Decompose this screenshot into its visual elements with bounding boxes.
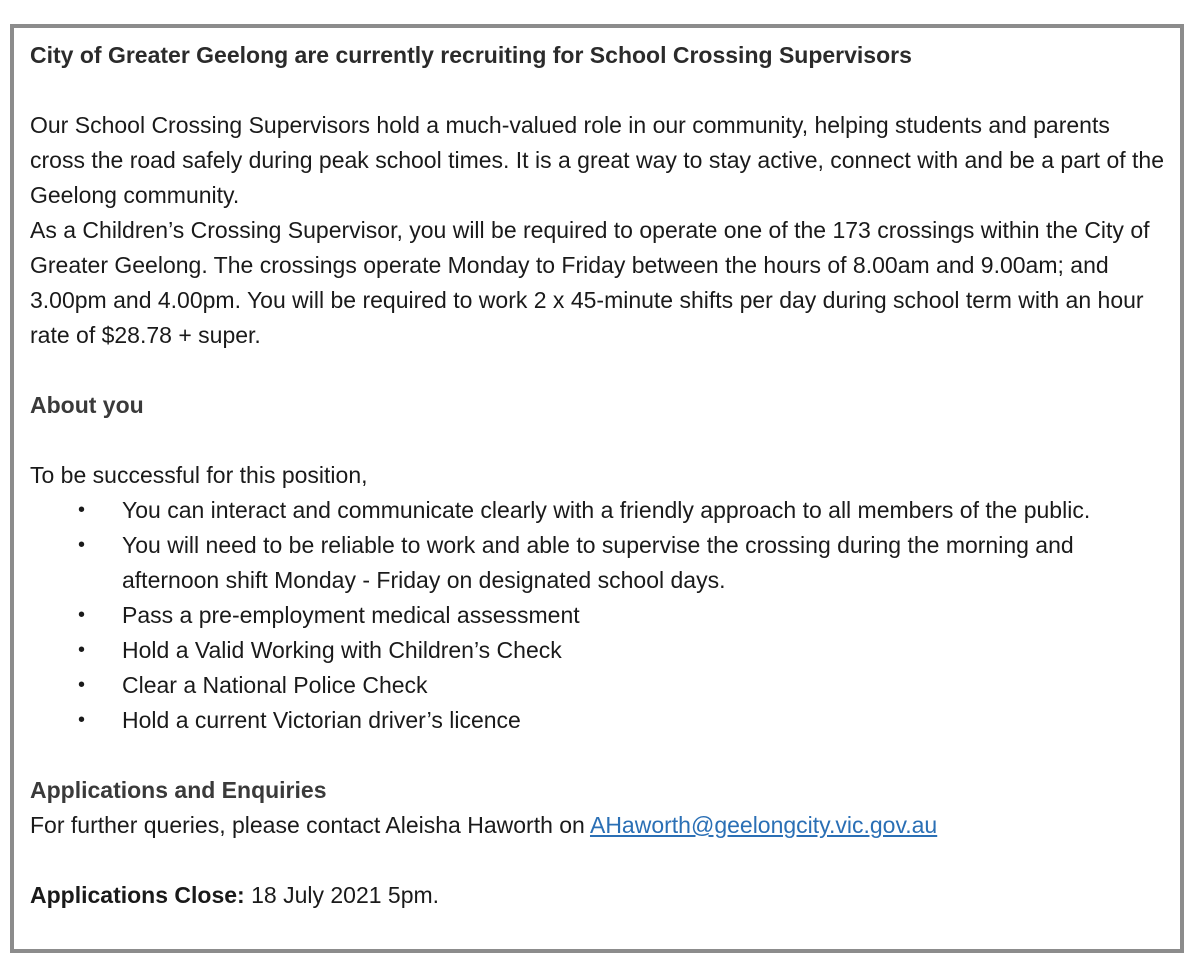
list-item-text: Pass a pre-employment medical assessment bbox=[122, 602, 580, 628]
spacer bbox=[30, 423, 1170, 458]
list-item bbox=[78, 703, 1170, 738]
list-item bbox=[78, 528, 1170, 598]
list-item-text: Clear a National Police Check bbox=[122, 672, 428, 698]
spacer bbox=[30, 738, 1170, 773]
bullet-icon: • bbox=[78, 639, 86, 661]
about-lead: To be successful for this position, bbox=[30, 462, 368, 488]
contact-email-link[interactable]: AHaworth@geelongcity.vic.gov.au bbox=[589, 812, 938, 838]
list-item-text: Hold a current Victorian driver’s licence bbox=[122, 707, 521, 733]
intro-paragraph-1: Our School Crossing Supervisors hold a much-valued role in our community, helping students and parents cross the road safely during peak school times. It is a great way to stay active, connect with and be a part of the Geelong community. bbox=[30, 112, 1164, 208]
bullet-icon: • bbox=[78, 674, 86, 696]
spacer bbox=[30, 73, 1170, 108]
list-item bbox=[78, 668, 1170, 703]
spacer bbox=[30, 843, 1170, 878]
applications-close bbox=[30, 878, 1170, 913]
list-item bbox=[78, 633, 1170, 668]
list-item bbox=[78, 598, 1170, 633]
document-content bbox=[30, 38, 1170, 913]
contact-text: For further queries, please contact Aleisha Haworth on bbox=[30, 812, 590, 838]
close-label: Applications Close: bbox=[30, 882, 245, 908]
applications-heading: Applications and Enquiries bbox=[30, 777, 327, 803]
requirements-list bbox=[30, 493, 1170, 738]
bullet-icon: • bbox=[78, 709, 86, 731]
intro-paragraph-2: As a Children’s Crossing Supervisor, you will be required to operate one of the 173 crossings within the City of Greater Geelong. The crossings operate Monday to Friday between the hours of 8.00am and 9.00am; and 3.00pm and 4.00pm. You will be required to work 2 x 45-minute shifts per day during school term with an hour rate of $28.78 + super. bbox=[30, 217, 1150, 348]
list-item-text: You can interact and communicate clearly with a friendly approach to all members of the public. bbox=[122, 497, 1091, 523]
document-frame bbox=[10, 24, 1184, 953]
page-title: City of Greater Geelong are currently recruiting for School Crossing Supervisors bbox=[30, 42, 912, 68]
about-heading: About you bbox=[30, 392, 144, 418]
list-item-text: Hold a Valid Working with Children’s Check bbox=[122, 637, 562, 663]
spacer bbox=[30, 353, 1170, 388]
contact-line bbox=[30, 808, 1170, 843]
close-value: 18 July 2021 5pm. bbox=[244, 882, 440, 908]
bullet-icon: • bbox=[78, 534, 86, 556]
bullet-icon: • bbox=[78, 604, 86, 626]
list-item bbox=[78, 493, 1170, 528]
bullet-icon: • bbox=[78, 499, 86, 521]
list-item-text: You will need to be reliable to work and able to supervise the crossing during the morning and afternoon shift Monday - Friday on designated school days. bbox=[122, 532, 1074, 593]
